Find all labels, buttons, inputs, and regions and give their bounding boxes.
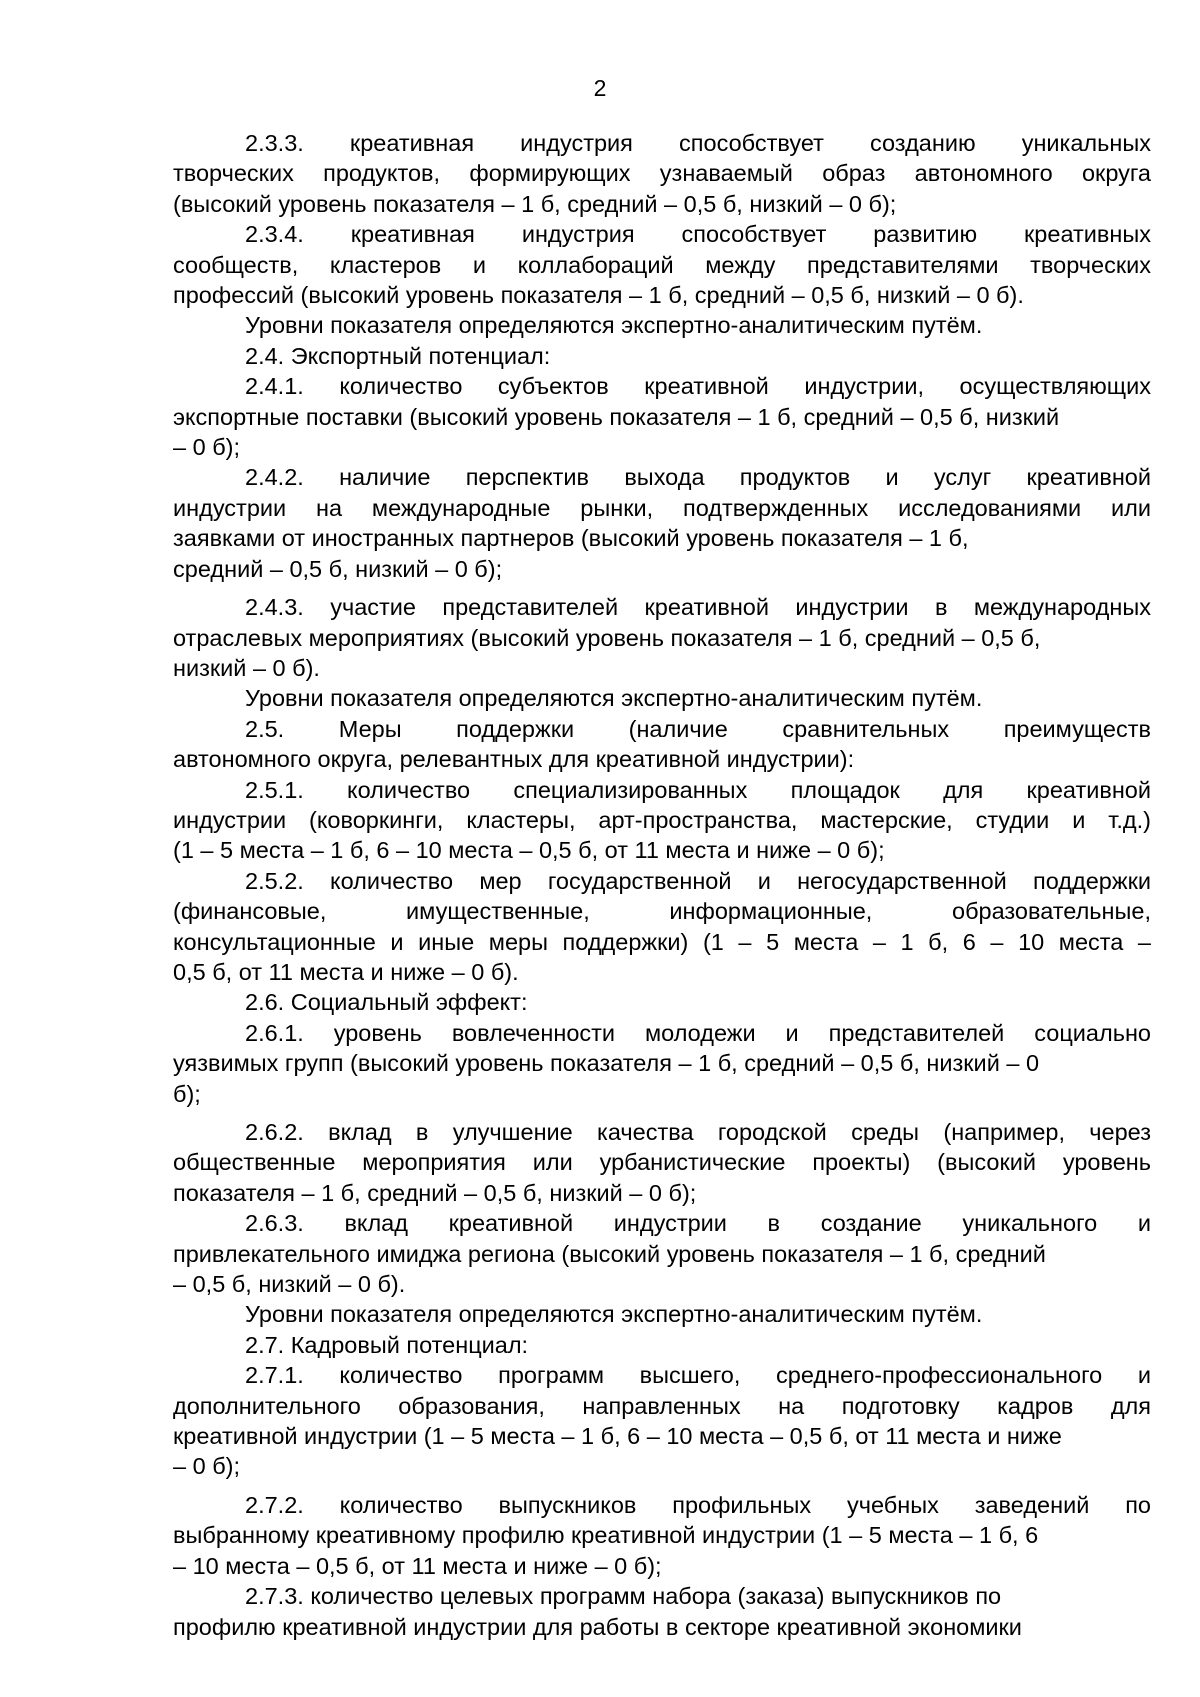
paragraph — [173, 1490, 1151, 1581]
text-line: общественные мероприятия или урбанистические проекты) (высокий уровень — [173, 1149, 1151, 1176]
text-line: отраслевых мероприятиях (высокий уровень показателя – 1 б, средний – 0,5 б, — [173, 624, 1041, 651]
paragraph — [173, 1330, 1151, 1360]
paragraph — [173, 219, 1151, 310]
paragraph-gap — [173, 584, 1151, 592]
text-line: 2.6.3. вклад креативной индустрии в создание уникального и — [245, 1210, 1151, 1237]
page-number: 2 — [593, 75, 607, 101]
text-line: 2.7. Кадровый потенциал: — [245, 1331, 529, 1358]
paragraph — [173, 341, 1151, 371]
text-line: – 0 б); — [173, 434, 241, 461]
text-line: – 10 места – 0,5 б, от 11 места и ниже – 0 б); — [173, 1552, 662, 1579]
text-line: 2.6.2. вклад в улучшение качества городской среды (например, через — [245, 1119, 1151, 1145]
text-line: 2.7.2. количество выпускников профильных учебных заведений по — [245, 1491, 1151, 1518]
text-line: дополнительного образования, направленных на подготовку кадров для — [173, 1392, 1151, 1419]
paragraph — [173, 987, 1151, 1017]
paragraph — [173, 683, 1151, 713]
text-line: Уровни показателя определяются экспертно-аналитическим путём. — [245, 1301, 983, 1328]
paragraph — [173, 592, 1151, 683]
paragraph — [173, 1581, 1151, 1642]
text-line: 2.7.1. количество программ высшего, среднего-профессионального и — [245, 1362, 1151, 1389]
text-line: (1 – 5 места – 1 б, 6 – 10 места – 0,5 б, от 11 места и ниже – 0 б); — [173, 837, 885, 864]
text-line: 2.3.4. креативная индустрия способствует развитию креативных — [245, 221, 1151, 248]
text-line: сообществ, кластеров и коллабораций между представителями творческих — [173, 251, 1151, 278]
text-line: привлекательного имиджа региона (высокий уровень показателя – 1 б, средний — [173, 1240, 1046, 1267]
text-line: 2.5. Меры поддержки (наличие сравнительных преимуществ — [245, 715, 1151, 742]
text-line: показателя – 1 б, средний – 0,5 б, низкий – 0 б); — [173, 1179, 697, 1206]
text-line: 0,5 б, от 11 места и ниже – 0 б). — [173, 958, 519, 985]
paragraph — [173, 1018, 1151, 1109]
text-line: – 0,5 б, низкий – 0 б). — [173, 1271, 406, 1298]
text-line: 2.4.1. количество субъектов креативной индустрии, осуществляющих — [245, 373, 1151, 400]
document-body — [173, 128, 1151, 1642]
text-line: Уровни показателя определяются экспертно-аналитическим путём. — [245, 685, 983, 712]
text-line: низкий – 0 б). — [173, 654, 320, 681]
paragraph-gap — [173, 1482, 1151, 1490]
paragraph — [173, 1117, 1151, 1208]
paragraph — [173, 1208, 1151, 1299]
text-line: профилю креативной индустрии для работы в секторе креативной экономики — [173, 1613, 1022, 1640]
paragraph — [173, 462, 1151, 584]
paragraph — [173, 310, 1151, 340]
text-line: 2.6.1. уровень вовлеченности молодежи и представителей социально — [245, 1019, 1151, 1046]
paragraph — [173, 775, 1151, 866]
text-line: 2.4.2. наличие перспектив выхода продуктов и услуг креативной — [245, 464, 1151, 491]
text-line: консультационные и иные меры поддержки) (1 – 5 места – 1 б, 6 – 10 места – — [173, 928, 1151, 955]
text-line: 2.5.2. количество мер государственной и негосударственной поддержки — [245, 867, 1151, 894]
text-line: 2.6. Социальный эффект: — [245, 989, 528, 1016]
text-line: б); — [173, 1080, 201, 1107]
text-line: профессий (высокий уровень показателя – 1 б, средний – 0,5 б, низкий – 0 б). — [173, 282, 1024, 309]
text-line: – 0 б); — [173, 1453, 241, 1480]
paragraph-gap — [173, 1109, 1151, 1117]
text-line: 2.5.1. количество специализированных площадок для креативной — [245, 776, 1151, 803]
text-line: (высокий уровень показателя – 1 б, средний – 0,5 б, низкий – 0 б); — [173, 190, 897, 217]
paragraph — [173, 1360, 1151, 1482]
text-line: средний – 0,5 б, низкий – 0 б); — [173, 555, 503, 582]
paragraph — [173, 714, 1151, 775]
text-line: творческих продуктов, формирующих узнаваемый образ автономного округа — [173, 160, 1151, 187]
text-line: 2.4.3. участие представителей креативной индустрии в международных — [245, 594, 1151, 621]
text-line: креативной индустрии (1 – 5 места – 1 б, 6 – 10 места – 0,5 б, от 11 места и ниже — [173, 1423, 1062, 1450]
paragraph — [173, 866, 1151, 988]
text-line: 2.7.3. количество целевых программ набора (заказа) выпускников по — [245, 1583, 1002, 1610]
text-line: 2.3.3. креативная индустрия способствует созданию уникальных — [245, 130, 1151, 156]
paragraph — [173, 128, 1151, 219]
text-line: уязвимых групп (высокий уровень показателя – 1 б, средний – 0,5 б, низкий – 0 — [173, 1050, 1040, 1077]
text-line: заявками от иностранных партнеров (высокий уровень показателя – 1 б, — [173, 525, 969, 552]
text-line: 2.4. Экспортный потенциал: — [245, 342, 551, 369]
text-line: индустрии (коворкинги, кластеры, арт-пространства, мастерские, студии и т.д.) — [173, 806, 1151, 833]
text-line: (финансовые, имущественные, информационные, образовательные, — [173, 898, 1151, 925]
text-line: выбранному креативному профилю креативной индустрии (1 – 5 места – 1 б, 6 — [173, 1522, 1039, 1549]
text-line: автономного округа, релевантных для креативной индустрии): — [173, 746, 855, 773]
paragraph — [173, 1299, 1151, 1329]
paragraph — [173, 371, 1151, 462]
text-line: индустрии на международные рынки, подтвержденных исследованиями или — [173, 494, 1151, 521]
text-line: Уровни показателя определяются экспертно-аналитическим путём. — [245, 312, 983, 339]
text-line: экспортные поставки (высокий уровень показателя – 1 б, средний – 0,5 б, низкий — [173, 403, 1060, 430]
